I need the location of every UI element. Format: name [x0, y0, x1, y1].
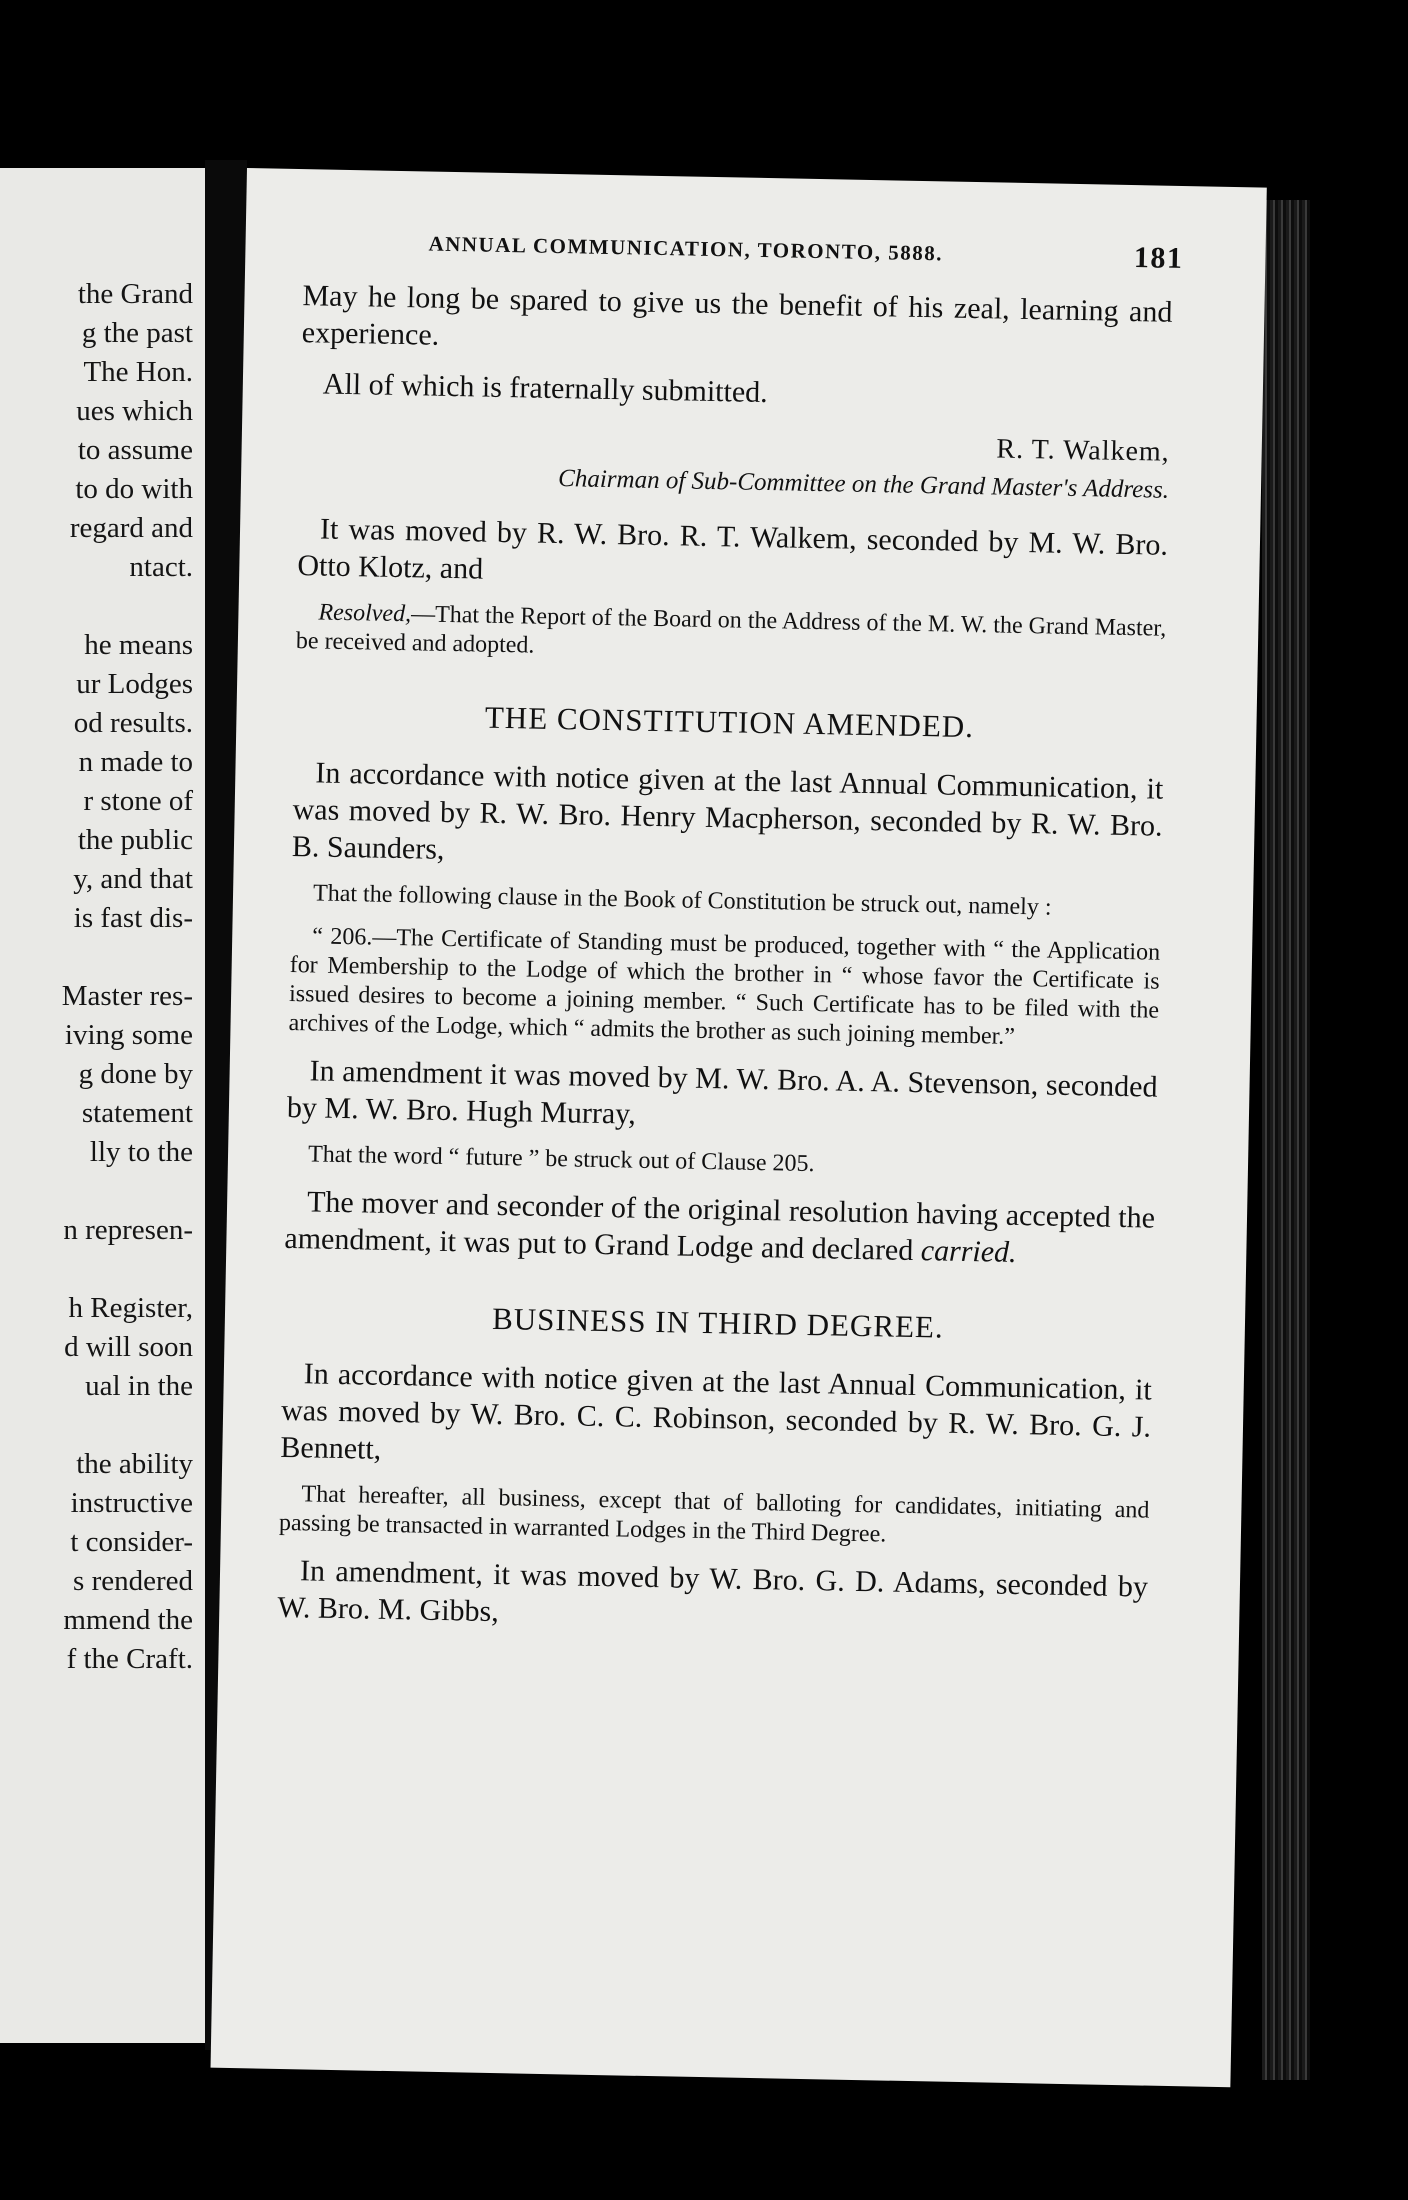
- paragraph-clause-struck: That the following clause in the Book of Constitution be struck out, namely :: [312, 880, 1052, 921]
- previous-page-fragment: [0, 168, 205, 2043]
- signature-name: R. T. Walkem,: [996, 433, 1171, 468]
- left-page-line: ur Lodges: [76, 668, 193, 700]
- paragraph-resolved: [296, 598, 1167, 673]
- heading-business-third-degree: BUSINESS IN THIRD DEGREE.: [491, 1300, 944, 1345]
- left-page-line: d will soon: [64, 1331, 193, 1363]
- running-head-title: ANNUAL COMMUNICATION, TORONTO, 5888.: [428, 231, 944, 266]
- left-page-line: the public: [77, 824, 193, 856]
- left-page-line: g the past: [81, 317, 193, 349]
- left-page-line: Master res-: [61, 980, 193, 1012]
- left-page-line: The Hon.: [83, 356, 193, 388]
- page-number: 181: [1133, 241, 1184, 275]
- left-page-line: g done by: [78, 1058, 193, 1090]
- left-page-line: y, and that: [73, 863, 193, 895]
- left-page-line: f the Craft.: [66, 1643, 193, 1675]
- left-page-line: r stone of: [83, 785, 193, 817]
- left-page-line: n made to: [78, 746, 193, 778]
- left-page-line: is fast dis-: [73, 902, 193, 934]
- paragraph-amendment-carried: [284, 1183, 1155, 1274]
- paragraph-third-degree-rule: That hereafter, all business, except that of balloting for candidates, initiating and passing be transacted in warranted Lodges in the Third Degree.: [278, 1481, 1150, 1548]
- paragraph-adams-amendment: In amendment, it was moved by W. Bro. G. D. Adams, seconded by W. Bro. M. Gibbs,: [277, 1554, 1149, 1629]
- paragraph-motion-walkem: It was moved by R. W. Bro. R. T. Walkem, seconded by M. W. Bro. Otto Klotz, and: [297, 512, 1169, 586]
- left-page-line: od results.: [73, 707, 193, 739]
- signature-title: Chairman of Sub-Committee on the Grand Master's Address.: [557, 465, 1170, 504]
- paragraph-stevenson-amendment: In amendment it was moved by M. W. Bro. A. A. Stevenson, seconded by M. W. Bro. Hugh Murray,: [286, 1054, 1158, 1131]
- left-page-line: ntact.: [129, 551, 193, 583]
- left-page-line: ual in the: [85, 1370, 193, 1402]
- paragraph-macpherson-motion: In accordance with notice given at the last Annual Communication, it was moved by R. W. Bro. Henry Macpherson, seconded by R. W. Bro. B. Saunders,: [291, 756, 1164, 866]
- paragraph-robinson-motion: In accordance with notice given at the last Annual Communication, it was moved by W. Bro. C. C. Robinson, seconded by R. W. Bro. G. J. Bennett,: [280, 1357, 1153, 1466]
- left-page-line: the Grand: [77, 278, 193, 310]
- resolved-text: —That the Report of the Board on the Address of the M. W. the Grand Master, be received and adopted.: [295, 601, 1167, 659]
- left-page-line: iving some: [64, 1019, 193, 1051]
- left-page-line: s rendered: [73, 1565, 193, 1597]
- paragraph-zeal: May he long be spared to give us the benefit of his zeal, learning and experience.: [301, 279, 1173, 352]
- left-page-line: he means: [84, 629, 193, 661]
- resolved-label: Resolved,: [318, 599, 412, 628]
- left-page-line: instructive: [70, 1487, 193, 1519]
- page-content: [277, 229, 1184, 1642]
- left-page-line: regard and: [69, 512, 193, 544]
- left-page-line: to assume: [77, 434, 193, 466]
- heading-constitution-amended: THE CONSTITUTION AMENDED.: [484, 699, 975, 745]
- quoted-clause-206: “ 206.—The Certificate of Standing must be produced, together with “ the Application for Membership to the Lodge of which the brother in “ whose favor the Certificate is issued desires to become a joining member. “ Such Certificate has to be filed with the archives of the Lodge, which “ admits the brother as such joining member.”: [288, 923, 1161, 1050]
- page-edge-stack: [1262, 200, 1310, 2080]
- left-page-line: mmend the: [63, 1604, 193, 1636]
- carried-text: The mover and seconder of the original resolution having accepted the amendment, it was put to Grand Lodge and declared: [284, 1185, 1156, 1268]
- left-page-line: statement: [81, 1097, 193, 1129]
- left-page-line: the ability: [76, 1448, 193, 1480]
- left-page-line: to do with: [75, 473, 193, 505]
- book-page: [211, 168, 1267, 2087]
- left-page-line: n represen-: [63, 1214, 193, 1246]
- left-page-line: lly to the: [89, 1136, 193, 1168]
- carried-word: carried.: [920, 1234, 1017, 1269]
- left-page-line: ues which: [76, 395, 193, 427]
- left-page-line: h Register,: [68, 1292, 193, 1324]
- left-page-line: t consider-: [70, 1526, 193, 1558]
- paragraph-word-future: That the word “ future ” be struck out of Clause 205.: [307, 1141, 815, 1178]
- paragraph-submitted: All of which is fraternally submitted.: [322, 367, 769, 410]
